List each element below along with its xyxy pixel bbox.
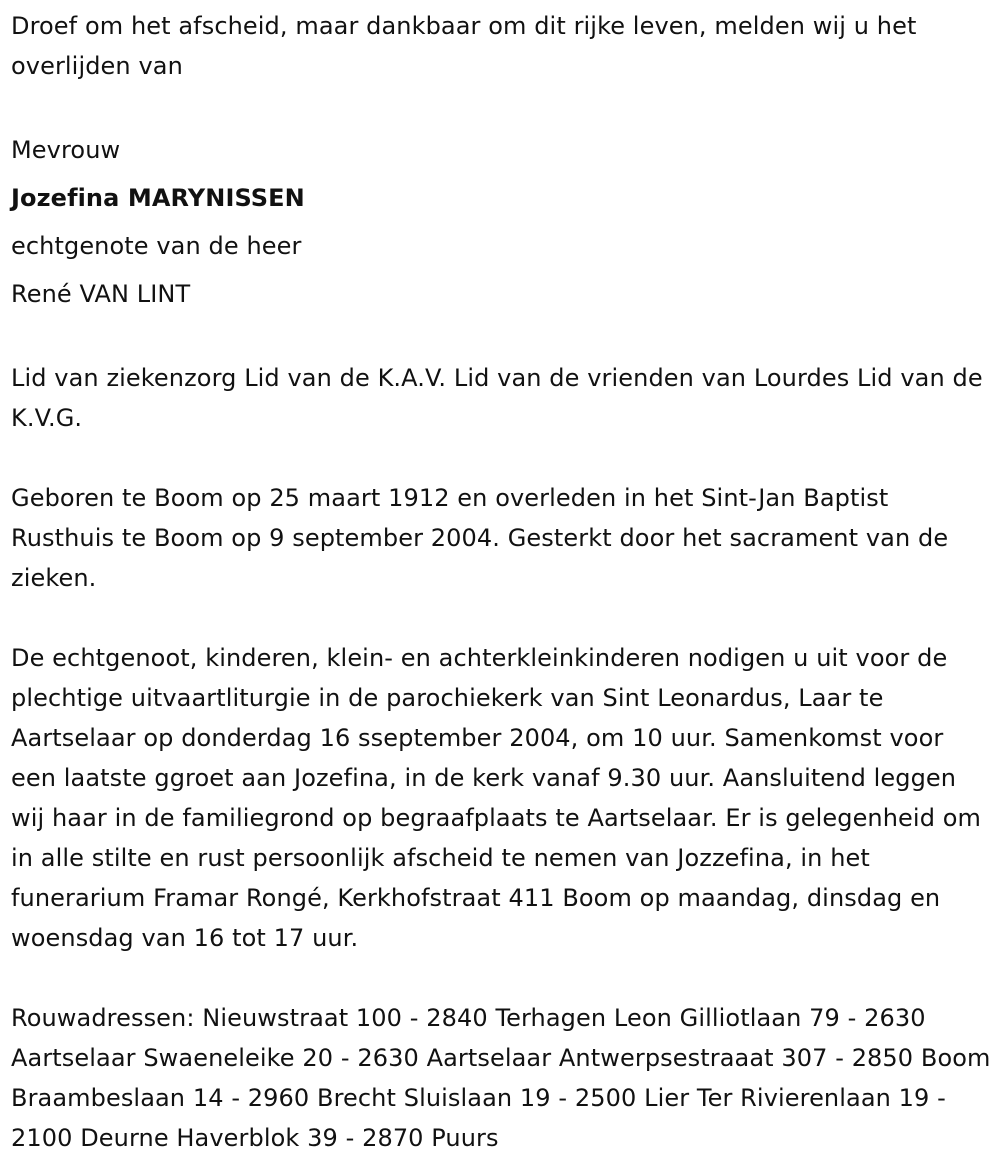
spacer bbox=[11, 438, 991, 478]
spacer bbox=[11, 318, 991, 358]
memberships-text: Lid van ziekenzorg Lid van de K.A.V. Lid van de vrienden van Lourdes Lid van de K.V.G. bbox=[11, 364, 983, 432]
birth-death-text: Geboren te Boom op 25 maart 1912 en overleden in het Sint-Jan Baptist Rusthuis te Boom op 9 september 2004. Gesterkt door het sacrament van de zieken. bbox=[11, 484, 949, 592]
spacer bbox=[11, 86, 991, 126]
spacer bbox=[11, 958, 991, 998]
deceased-name: Jozefina MARYNISSEN bbox=[11, 184, 305, 212]
death-notice bbox=[11, 6, 991, 1158]
addresses-text: Rouwadressen: Nieuwstraat 100 - 2840 Terhagen Leon Gilliotlaan 79 - 2630 Aartselaar Swaeneleike 20 - 2630 Aartselaar Antwerpsestraaat 307 - 2850 Boom Braambeslaan 14 - 2960 Brecht Sluislaan 19 - 2500 Lier Ter Rivierenlaan 19 - 2100 Deurne Haverblok 39 - 2870 Puurs bbox=[11, 1004, 991, 1152]
spouse-relation: echtgenote van de heer bbox=[11, 232, 302, 260]
intro-text: Droef om het afscheid, maar dankbaar om dit rijke leven, melden wij u het overlijden van bbox=[11, 12, 917, 80]
spacer bbox=[11, 598, 991, 638]
funeral-info-text: De echtgenoot, kinderen, klein- en achterkleinkinderen nodigen u uit voor de plechtige uitvaartliturgie in de parochiekerk van Sint Leonardus, Laar te Aartselaar op donderdag 16 sseptember 2004, om 10 uur. Samenkomst voor een laatste ggroet aan Jozefina, in de kerk vanaf 9.30 uur. Aansluitend leggen wij haar in de familiegrond op begraafplaats te Aartselaar. Er is gelegenheid om in alle stilte en rust persoonlijk afscheid te nemen van Jozzefina, in het funerarium Framar Rongé, Kerkhofstraat 411 Boom op maandag, dinsdag en woensdag van 16 tot 17 uur. bbox=[11, 644, 982, 952]
title-prefix: Mevrouw bbox=[11, 136, 121, 164]
spouse-name: René VAN LINT bbox=[11, 280, 191, 308]
deceased-block bbox=[11, 126, 991, 318]
